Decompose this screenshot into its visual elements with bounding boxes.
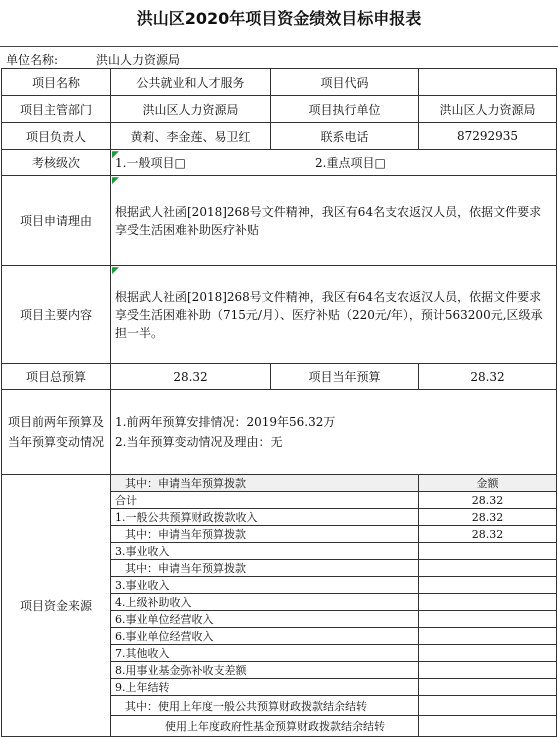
leader-value: 黄莉、李金莲、易卫红 [111, 123, 271, 150]
funding-row-amount [419, 662, 556, 679]
funding-row-amount [419, 560, 556, 577]
form-table [1, 68, 557, 737]
unit-value: 洪山人力资源局 [96, 53, 181, 67]
funding-row-label: 8.用事业基金弥补收支差额 [115, 664, 247, 677]
funding-row-label: 其中：申请当年预算拨款 [125, 562, 246, 575]
budget-change-cell [111, 390, 556, 475]
check-mark-icon: ◤ [112, 150, 119, 160]
project-name-value: 公共就业和人才服务 [111, 69, 271, 96]
funding-row [111, 645, 419, 662]
funding-row [111, 716, 419, 736]
phone-label: 联系电话 [271, 123, 419, 150]
unit-row [0, 46, 558, 69]
funding-row-label: 其中：申请当年预算拨款 [125, 528, 246, 541]
budget-change-label: 项目前两年预算及当年预算变动情况 [2, 390, 111, 475]
content-label: 项目主要内容 [2, 266, 111, 364]
budget-change-line2: 2.当年预算变动情况及理由：无 [115, 435, 283, 449]
funding-row-label: 其中：使用上年度一般公共预算财政拨款结余结转 [125, 699, 367, 713]
funding-row-label: 6.事业单位经营收入 [115, 613, 214, 626]
year-budget-value: 28.32 [419, 364, 556, 390]
total-budget-value: 28.32 [111, 364, 271, 390]
funding-row [111, 526, 419, 543]
funding-row-label: 3.事业收入 [115, 579, 170, 592]
funding-row-amount: 28.32 [419, 492, 556, 509]
funding-row-amount [419, 645, 556, 662]
funding-row [111, 509, 419, 526]
funding-row-label: 3.事业收入 [115, 545, 170, 558]
funding-row [111, 475, 419, 492]
funding-row-label: 7.其他收入 [115, 647, 170, 660]
funding-row-label: 其中：申请当年预算拨款 [125, 477, 246, 490]
budget-change-line1: 1.前两年预算安排情况：2019年56.32万 [115, 415, 336, 429]
project-code-label: 项目代码 [271, 69, 419, 96]
content-text: 根据武人社函[2018]268号文件精神，我区有64名支农返汉人员，依据文件要求享受生活困难补助（715元/月）、医疗补贴（220元/年），预计563200元,区级承担一半。 [111, 266, 556, 364]
funding-row-amount: 28.32 [419, 526, 556, 543]
exec-value: 洪山区人力资源局 [419, 96, 556, 123]
funding-row-amount [419, 628, 556, 645]
dept-label: 项目主管部门 [2, 96, 111, 123]
funding-row-label: 9.上年结转 [115, 681, 170, 694]
funding-row [111, 696, 419, 716]
funding-row-amount [419, 594, 556, 611]
funding-amount-header: 金额 [419, 475, 556, 492]
form-title: 洪山区2020年项目资金绩效目标申报表 [136, 8, 422, 28]
project-code-value [419, 69, 556, 96]
funding-row-amount: 28.32 [419, 509, 556, 526]
funding-row [111, 611, 419, 628]
funding-row-label: 4.上级补助收入 [115, 596, 192, 609]
funding-row [111, 492, 419, 509]
funding-source-label: 项目资金来源 [2, 475, 111, 736]
funding-row [111, 662, 419, 679]
check-mark-icon: ◤ [112, 266, 119, 276]
phone-value: 87292935 [419, 123, 556, 150]
funding-row-amount [419, 577, 556, 594]
funding-table [111, 475, 556, 736]
leader-label: 项目负责人 [2, 123, 111, 150]
funding-row-label: 6.事业单位经营收入 [115, 630, 214, 643]
dept-value: 洪山区人力资源局 [111, 96, 271, 123]
funding-row [111, 560, 419, 577]
funding-row [111, 543, 419, 560]
funding-row [111, 628, 419, 645]
funding-row-label: 1.一般公共预算财政拨款收入 [115, 511, 258, 524]
unit-label: 单位名称: [6, 53, 59, 67]
funding-row-amount [419, 611, 556, 628]
exec-label: 项目执行单位 [271, 96, 419, 123]
check-mark-icon: ◤ [112, 176, 119, 186]
funding-row-amount [419, 543, 556, 560]
total-budget-label: 项目总预算 [2, 364, 111, 390]
funding-row-amount [419, 716, 556, 736]
funding-row-label: 合计 [115, 494, 137, 507]
reason-label: 项目申请理由 [2, 176, 111, 266]
funding-row-amount [419, 679, 556, 696]
level-option-key: 2.重点项目□ [311, 150, 556, 176]
year-budget-label: 项目当年预算 [271, 364, 419, 390]
level-option-general: 1.一般项目□ [111, 150, 311, 176]
level-label: 考核级次 [2, 150, 111, 176]
funding-row [111, 577, 419, 594]
funding-row [111, 679, 419, 696]
funding-row-label: 使用上年度政府性基金预算财政拨款结余结转 [165, 720, 385, 733]
project-name-label: 项目名称 [2, 69, 111, 96]
funding-row [111, 594, 419, 611]
funding-row-amount [419, 696, 556, 716]
reason-text: 根据武人社函[2018]268号文件精神，我区有64名支农返汉人员，依据文件要求享受生活困难补助医疗补贴 [111, 176, 556, 266]
